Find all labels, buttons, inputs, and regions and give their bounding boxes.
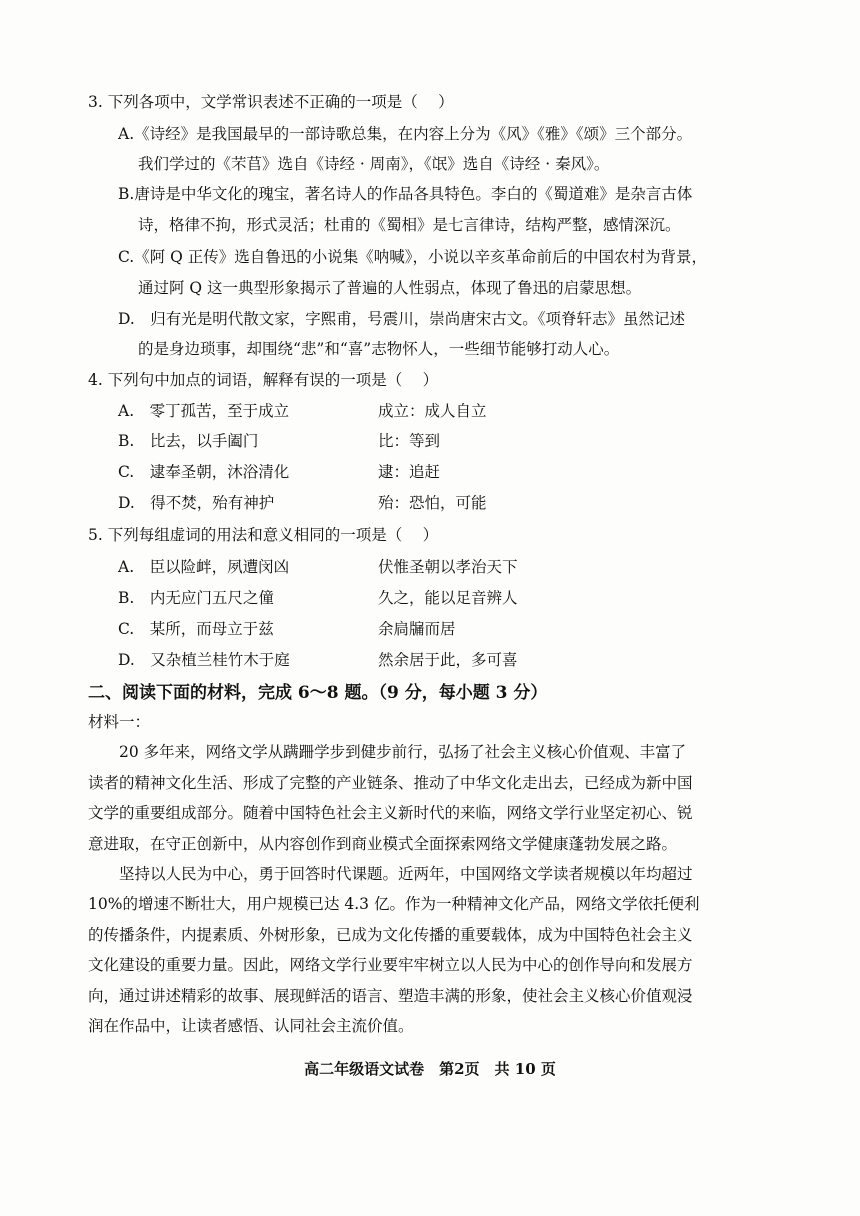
option-sentence-pair: 然余居于此，多可喜: [378, 651, 518, 669]
option-explanation: 逮：追赶: [378, 463, 441, 481]
option-sentence-pair: 伏惟圣朝以孝治天下: [378, 558, 518, 576]
question-3-option-c-line2: 通过阿 Q 这一典型形象揭示了普遍的人性弱点，体现了鲁迅的启蒙思想。: [138, 279, 642, 297]
option-sentence: C. 某所，而母立于兹: [118, 620, 274, 638]
option-sentence: B. 比去，以手阖门: [118, 432, 259, 450]
option-explanation: 成立：成人自立: [378, 402, 487, 420]
paragraph-2-line: 的传播条件，内提素质、外树形象，已成为文化传播的重要载体，成为中国特色社会主义: [88, 926, 693, 944]
option-sentence: D. 得不焚，殆有神护: [118, 494, 275, 512]
section-2-heading: 二、阅读下面的材料，完成 6～8 题。（9 分，每小题 3 分）: [88, 683, 548, 703]
option-sentence: B. 内无应门五尺之僮: [118, 589, 274, 607]
question-5-stem: 5. 下列每组虚词的用法和意义相同的一项是（ ）: [88, 526, 439, 544]
paragraph-2-line: 向，通过讲述精彩的故事、展现鲜活的语言、塑造丰满的形象，使社会主义核心价值观浸: [88, 987, 693, 1005]
question-3-stem: 3. 下列各项中，文学常识表述不正确的一项是（ ）: [88, 93, 454, 111]
option-explanation: 殆：恐怕，可能: [378, 494, 487, 512]
question-3-option-d-line1: D. 归有光是明代散文家，字熙甫，号震川，崇尚唐宋古文。《项脊轩志》虽然记述: [118, 310, 686, 328]
question-3-option-c-line1: C.《阿 Q 正传》选自鲁迅的小说集《呐喊》，小说以辛亥革命前后的中国农村为背景，: [118, 248, 708, 266]
paragraph-1-line: 文学的重要组成部分。随着中国特色社会主义新时代的来临，网络文学行业坚定初心、锐: [88, 804, 693, 822]
option-explanation: 比：等到: [378, 432, 441, 450]
paragraph-1-line: 意进取，在守正创新中，从内容创作到商业模式全面探索网络文学健康蓬勃发展之路。: [88, 835, 678, 853]
option-sentence: A. 零丁孤苦，至于成立: [118, 402, 290, 420]
option-sentence-pair: 余扃牖而居: [378, 620, 456, 638]
paragraph-2-line: 10%的增速不断壮大，用户规模已达 4.3 亿。作为一种精神文化产品，网络文学依托便利: [88, 895, 700, 913]
paragraph-2-line: 文化建设的重要力量。因此，网络文学行业要牢牢树立以人民为中心的创作导向和发展方: [88, 956, 693, 974]
paragraph-2-line: 坚持以人民为中心，勇于回答时代课题。近两年，中国网络文学读者规模以年均超过: [88, 865, 693, 883]
question-3-option-a-line1: A.《诗经》是我国最早的一部诗歌总集，在内容上分为《风》《雅》《颂》三个部分。: [118, 125, 693, 143]
question-3-option-b-line1: B.唐诗是中华文化的瑰宝，著名诗人的作品各具特色。李白的《蜀道难》是杂言古体: [118, 185, 693, 203]
material-label: 材料一：: [88, 713, 151, 731]
option-sentence-pair: 久之，能以足音辨人: [378, 589, 518, 607]
option-sentence: D. 又杂植兰桂竹木于庭: [118, 651, 290, 669]
paragraph-1-line: 读者的精神文化生活、形成了完整的产业链条、推动了中华文化走出去，已经成为新中国: [88, 774, 693, 792]
question-4-stem: 4. 下列句中加点的词语，解释有误的一项是（ ）: [88, 371, 439, 389]
question-3-option-b-line2: 诗，格律不拘，形式灵活；杜甫的《蜀相》是七言律诗，结构严整，感情深沉。: [138, 216, 681, 234]
paragraph-1-line: 20 多年来，网络文学从蹒跚学步到健步前行，弘扬了社会主义核心价值观、丰富了: [88, 743, 687, 761]
question-3-option-a-line2: 我们学过的《芣苢》选自《诗经 · 周南》，《氓》选自《诗经 · 秦风》。: [138, 155, 610, 173]
option-sentence: C. 逮奉圣朝，沐浴清化: [118, 463, 290, 481]
question-3-option-d-line2: 的是身边琐事，却围绕“悲”和“喜”志物怀人，一些细节能够打动人心。: [138, 340, 620, 358]
option-sentence: A. 臣以险衅，夙遭闵凶: [118, 558, 290, 576]
paragraph-2-line: 润在作品中，让读者感悟、认同社会主流价值。: [88, 1017, 414, 1035]
page-footer: 高二年级语文试卷 第2页 共 10 页: [304, 1060, 556, 1078]
